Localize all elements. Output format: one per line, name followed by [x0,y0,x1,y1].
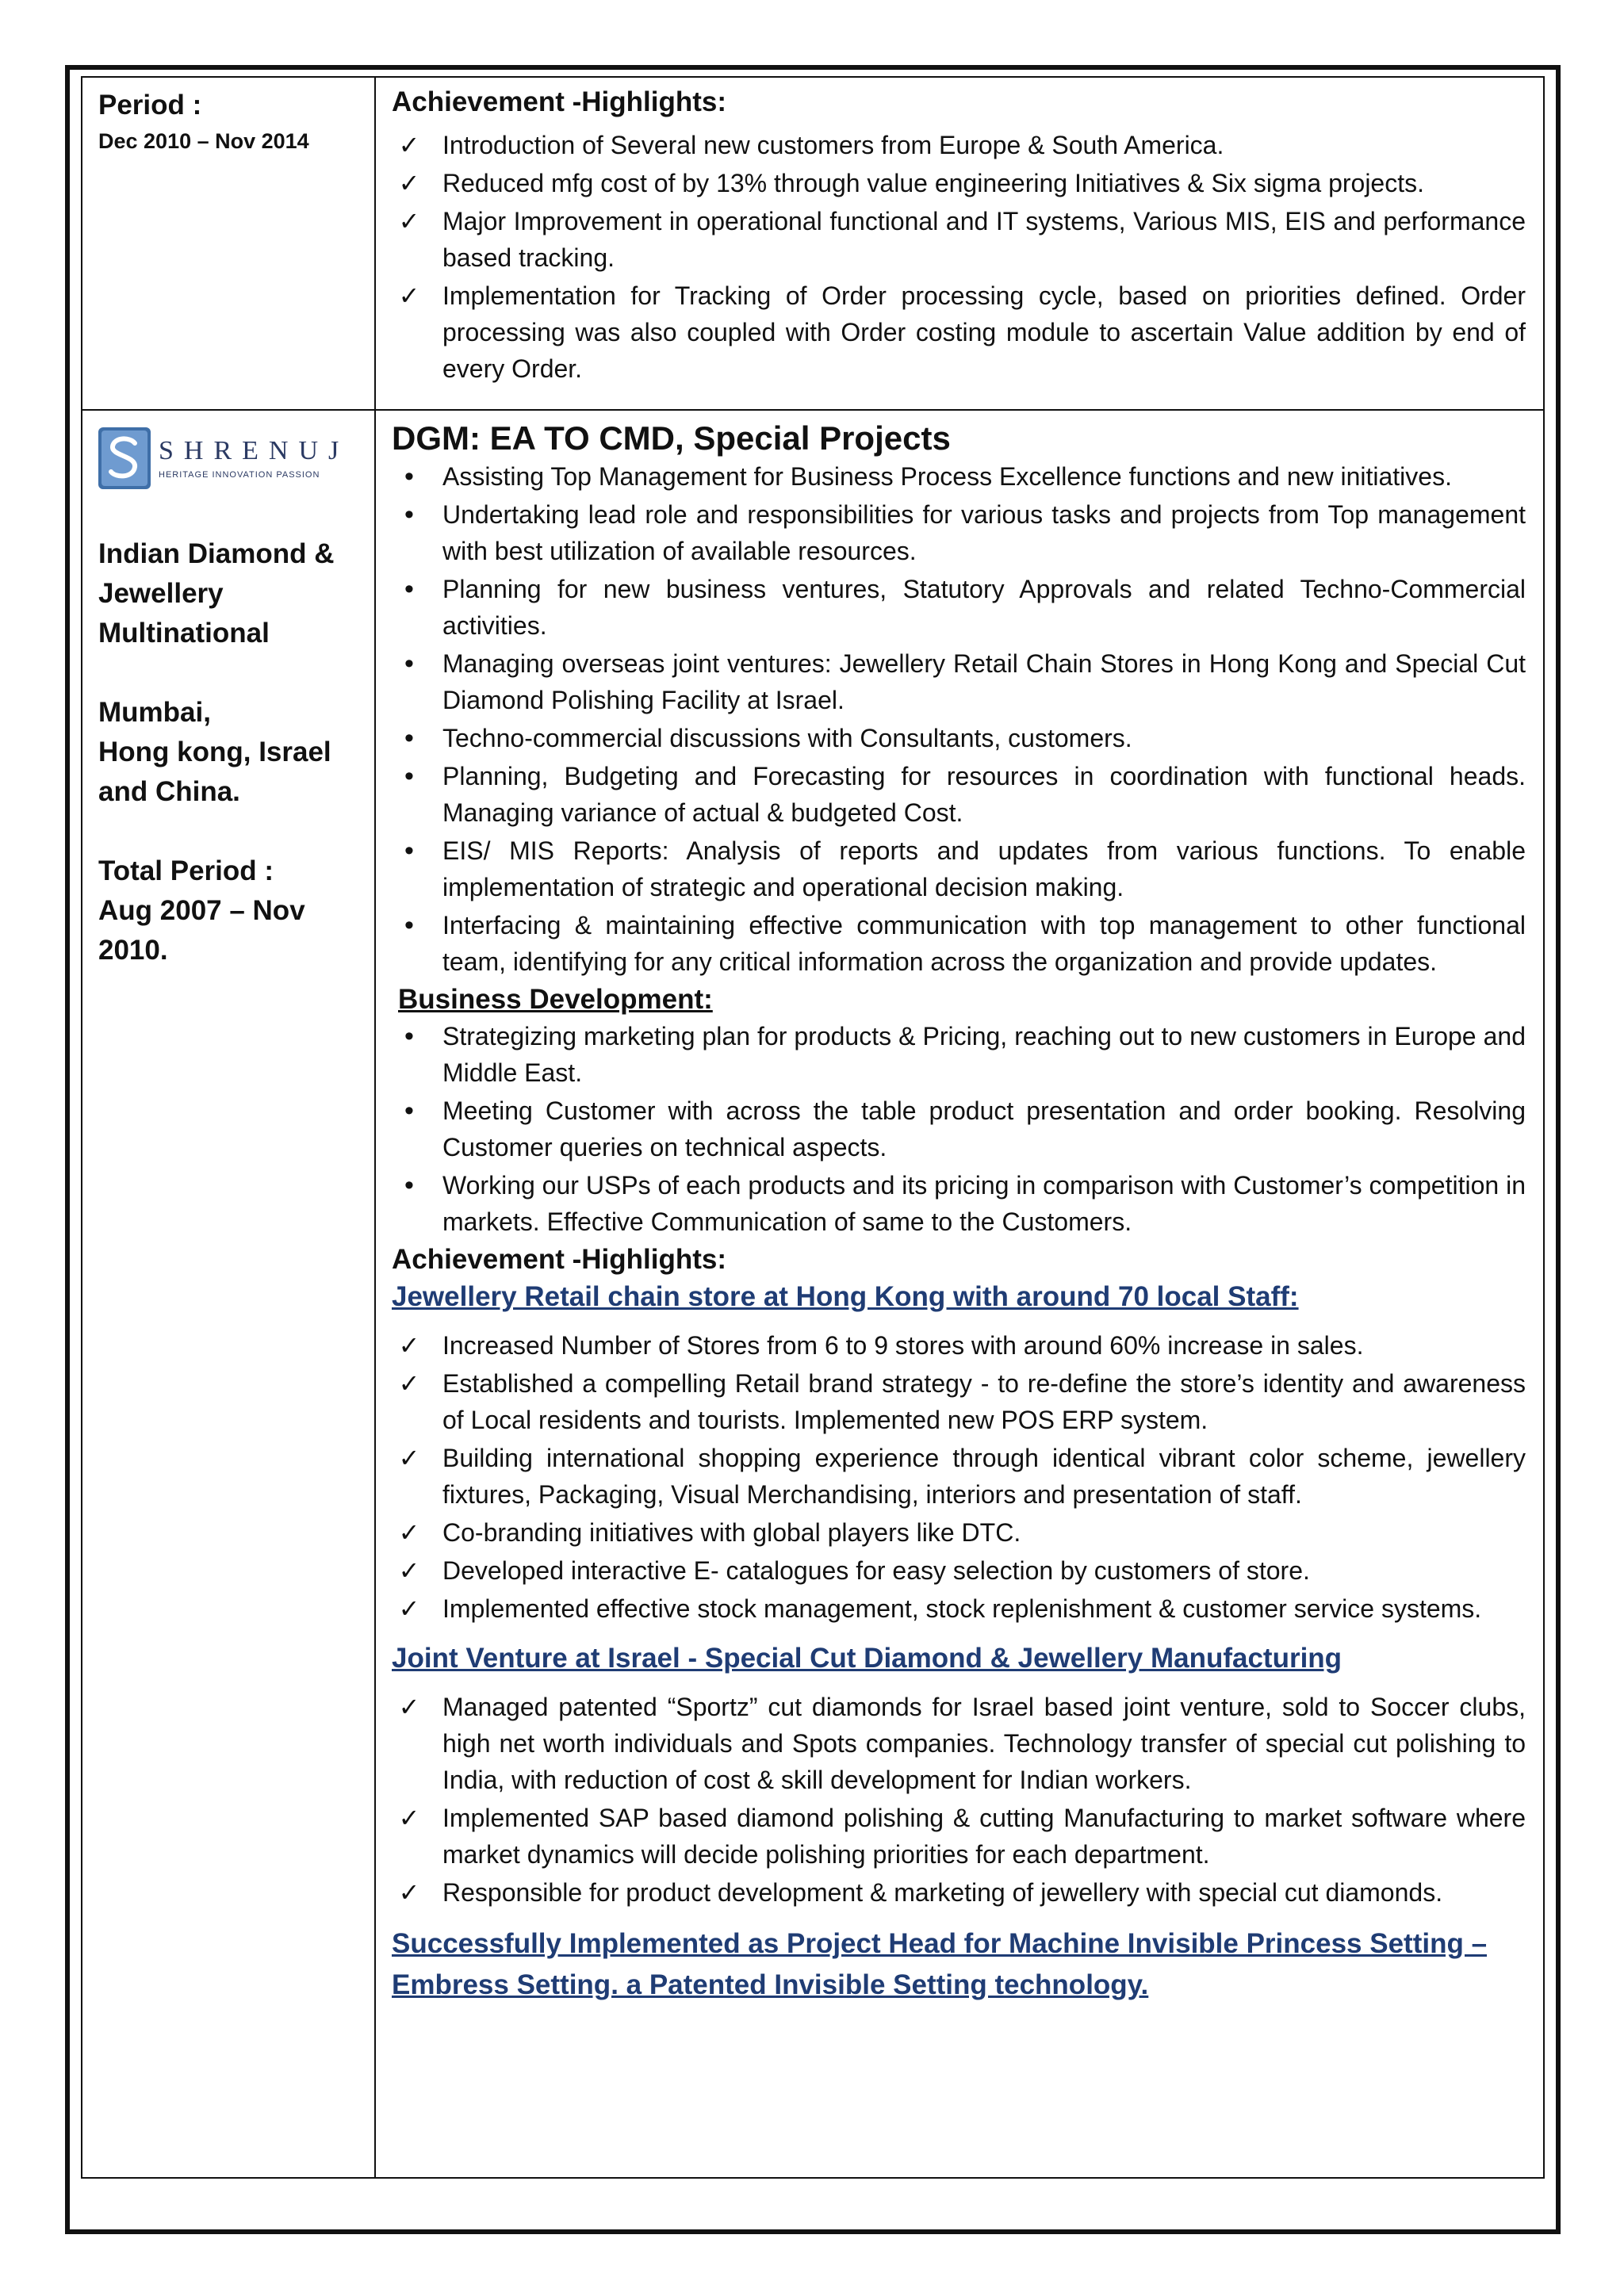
checkmark-icon [393,1689,425,1725]
period-cell [82,78,376,409]
responsibilities-list [392,458,1526,980]
company-desc: Multinational [98,618,270,649]
list-item: ✓ Increased Number of Stores from 6 to 9 stores with around 60% increase in sales. [392,1327,1526,1364]
bullet-icon [393,1018,425,1054]
checkmark-icon [393,1365,425,1402]
hong-kong-heading: Jewellery Retail chain store at Hong Kong with around 70 local Staff: [392,1281,1299,1312]
list-item: • EIS/ MIS Reports: Analysis of reports and updates from various functions. To enable implementation of strategic and operational decision making. [392,832,1526,905]
achievements-list [392,127,1526,387]
list-item: • Working our USPs of each products and its pricing in comparison with Customer’s competition in markets. Effective Communication of same to the Customers. [392,1167,1526,1240]
period-label: Period : [98,90,202,121]
checkmark-icon [393,165,425,201]
logo-word: SHRENUJ [159,436,350,465]
checkmark-icon [393,1552,425,1589]
checkmark-icon [393,1440,425,1476]
israel-heading: Joint Venture at Israel - Special Cut Diamond & Jewellery Manufacturing [392,1643,1342,1674]
checkmark-icon [393,1514,425,1551]
bullet-icon [393,1093,425,1129]
checkmark-icon [393,1874,425,1911]
list-item: • Assisting Top Management for Business Process Excellence functions and new initiatives. [392,458,1526,495]
checkmark-icon [393,1800,425,1836]
bullet-icon [393,496,425,533]
list-item: ✓ Co-branding initiatives with global players like DTC. [392,1514,1526,1551]
checkmark-icon [393,127,425,163]
total-period-label: Total Period : [98,855,274,886]
list-item: ✓ Implemented SAP based diamond polishing & cutting Manufacturing to market software where market dynamics will decide polishing priorities for each department. [392,1800,1526,1873]
list-item: • Undertaking lead role and responsibilities for various tasks and projects from Top management with best utilization of available resources. [392,496,1526,569]
role-title: DGM: EA TO CMD, Special Projects [392,419,951,457]
location: Mumbai, [98,697,211,728]
bullet-icon [393,907,425,943]
list-item: ✓ Developed interactive E- catalogues for easy selection by customers of store. [392,1552,1526,1589]
checkmark-icon [393,1590,425,1627]
checkmark-icon [393,277,425,314]
israel-list [392,1689,1526,1911]
logo-emblem-icon [98,427,151,489]
location: Hong kong, Israel [98,737,331,767]
final-statement: Successfully Implemented as Project Head for Machine Invisible Princess Setting – Embress Setting. a Patented Invisible Setting technology. [392,1928,1488,2000]
list-item: ✓ Introduction of Several new customers from Europe & South America. [392,127,1526,163]
bullet-icon [393,1167,425,1203]
list-item: ✓ Managed patented “Sportz” cut diamonds for Israel based joint venture, sold to Soccer clubs, high net worth individuals and Spots companies. Technology transfer of special cut polishing to India, with reduction of cost & skill development for Indian workers. [392,1689,1526,1798]
list-item: • Strategizing marketing plan for products & Pricing, reaching out to new customers in Europe and Middle East. [392,1018,1526,1091]
logo-text [159,436,349,480]
bullet-icon [393,758,425,794]
list-item: ✓ Reduced mfg cost of by 13% through value engineering Initiatives & Six sigma projects. [392,165,1526,201]
company-desc: Jewellery [98,578,224,609]
company-logo [98,423,357,493]
list-item: ✓ Responsible for product development & marketing of jewellery with special cut diamonds. [392,1874,1526,1911]
list-item: ✓ Implemented effective stock management, stock replenishment & customer service systems. [392,1590,1526,1627]
business-development-heading: Business Development: [398,984,713,1015]
list-item: ✓ Established a compelling Retail brand strategy - to re-define the store’s identity and awareness of Local residents and tourists. Implemented new POS ERP system. [392,1365,1526,1438]
list-item: • Planning, Budgeting and Forecasting for resources in coordination with functional heads. Managing variance of actual & budgeted Cost. [392,758,1526,831]
list-item: • Planning for new business ventures, Statutory Approvals and related Techno-Commercial activities. [392,571,1526,644]
total-period-value: Aug 2007 – Nov [98,895,305,926]
bullet-icon [393,571,425,607]
list-item: • Interfacing & maintaining effective communication with top management to other functional team, identifying for any critical information across the organization and provide updates. [392,907,1526,980]
experience-table [81,76,1545,2179]
list-item: • Managing overseas joint ventures: Jewellery Retail Chain Stores in Hong Kong and Special Cut Diamond Polishing Facility at Israel. [392,645,1526,718]
logo-tagline: HERITAGE INNOVATION PASSION [159,470,320,480]
company-desc: Indian Diamond & [98,538,335,569]
list-item: ✓ Major Improvement in operational functional and IT systems, Various MIS, EIS and performance based tracking. [392,203,1526,276]
table-row-shrenuj [82,411,1543,2177]
list-item: • Meeting Customer with across the table product presentation and order booking. Resolving Customer queries on technical aspects. [392,1093,1526,1165]
bullet-icon [393,720,425,756]
achievements-cell [376,78,1543,409]
hong-kong-list [392,1327,1526,1627]
list-item: ✓ Building international shopping experience through identical vibrant color scheme, jewellery fixtures, Packaging, Visual Merchandising, interiors and presentation of staff. [392,1440,1526,1513]
company-cell [82,411,376,2177]
achievements-heading: Achievement -Highlights: [392,86,726,117]
bullet-icon [393,832,425,869]
total-period-value: 2010. [98,935,168,966]
achievements-heading: Achievement -Highlights: [392,1244,726,1275]
table-row-period [82,78,1543,411]
list-item: ✓ Implementation for Tracking of Order processing cycle, based on priorities defined. Order processing was also coupled with Order costing module to ascertain Value addition by end of every Order. [392,277,1526,387]
role-cell [376,411,1543,2177]
location: and China. [98,776,240,807]
list-item: • Techno-commercial discussions with Consultants, customers. [392,720,1526,756]
checkmark-icon [393,203,425,239]
business-development-list [392,1018,1526,1240]
checkmark-icon [393,1327,425,1364]
bullet-icon [393,458,425,495]
bullet-icon [393,645,425,682]
period-value: Dec 2010 – Nov 2014 [98,129,309,153]
